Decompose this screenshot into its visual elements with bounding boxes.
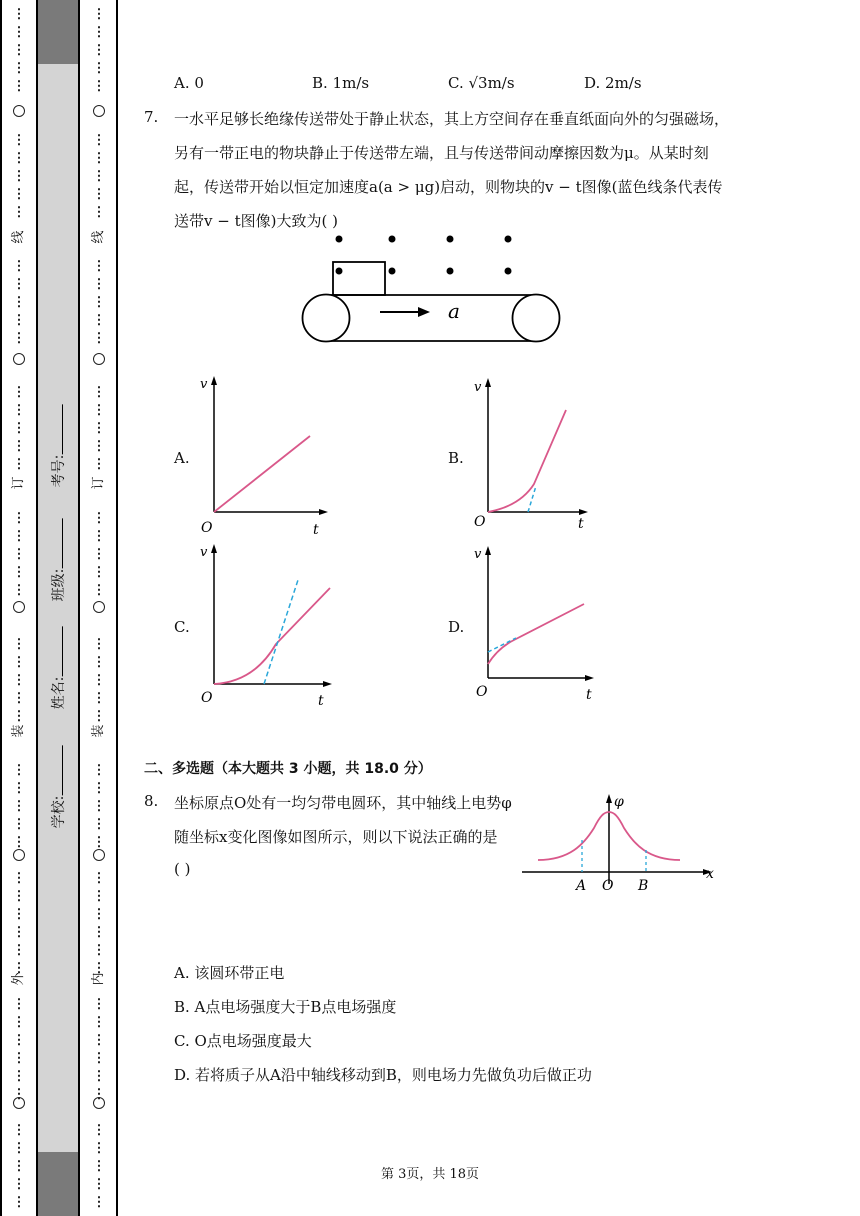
margin-dots: ⋮ (12, 961, 26, 976)
margin-dots: ⋮ (92, 187, 106, 202)
margin-dots: ⋮ (92, 151, 106, 166)
margin-dots: ⋮ (92, 1087, 106, 1102)
margin-dots: ⋮ (92, 799, 106, 814)
margin-dots: ⋮ (92, 169, 106, 184)
x-label: x (706, 866, 714, 882)
margin-circle-mark (4, 601, 34, 617)
q8-option-d: D. 若将质子从A沿中轴线移动到B，则电场力先做负功后做正功 (174, 1066, 592, 1084)
margin-dots: ⋮ (12, 637, 26, 652)
axis-t-label: t (578, 516, 584, 532)
margin-dots: ⋮ (12, 907, 26, 922)
margin-dots: ⋮ (12, 403, 26, 418)
point-a-label: A (576, 878, 587, 894)
belt-tangent (488, 638, 516, 652)
q8-option-c: C. O点电场强度最大 (174, 1032, 312, 1050)
q8-text-line1: 坐标原点O处有一均匀带电圆环，其中轴线上电势φ (174, 794, 512, 812)
margin-dots: ⋮ (12, 61, 26, 76)
origin-label: O (201, 690, 213, 706)
q6-option-d: D. 2m/s (584, 74, 642, 92)
field-dot (447, 268, 454, 275)
margin-circle-mark (4, 105, 34, 121)
margin-circle-mark (84, 601, 114, 617)
margin-label: 线 (91, 230, 106, 244)
magnetic-field-dots (336, 236, 512, 275)
vt-graph-c (196, 542, 346, 710)
margin-dots: ⋮ (12, 1141, 26, 1156)
margin-circle-mark (84, 105, 114, 121)
vt-graph-d (470, 544, 610, 706)
margin-dots: ⋮ (92, 547, 106, 562)
margin-label: 订 (91, 476, 106, 490)
margin-dots: ⋮ (92, 817, 106, 832)
margin-dots: ⋮ (92, 385, 106, 400)
margin-dots: ⋮ (12, 763, 26, 778)
margin-dots: ⋮ (92, 889, 106, 904)
q8-text-line3: ( ) (174, 860, 191, 878)
left-roller (303, 295, 350, 342)
page-footer: 第 3页，共 18页 (380, 1167, 480, 1182)
margin-dots: ⋮ (12, 1177, 26, 1192)
margin-dots: ⋮ (12, 313, 26, 328)
outer-margin-column (4, 0, 34, 1216)
margin-dots: ⋮ (92, 421, 106, 436)
block (333, 262, 385, 295)
margin-dots: ⋮ (12, 151, 26, 166)
graph-label-d: D. (448, 618, 465, 636)
margin-dots: ⋮ (92, 1141, 106, 1156)
potential-graph (520, 788, 726, 896)
origin-label: O (476, 684, 488, 700)
margin-dots: ⋮ (92, 565, 106, 580)
margin-dots: ⋮ (12, 277, 26, 292)
margin-dots: ⋮ (12, 205, 26, 220)
margin-label: 装 (91, 724, 106, 738)
margin-dots: ⋮ (92, 1195, 106, 1210)
margin-dots: ⋮ (12, 1195, 26, 1210)
q7-text-line3: 起，传送带开始以恒定加速度a(a > μg)启动，则物块的v − t图像(蓝色线条代表传 (174, 178, 723, 196)
field-dot (447, 236, 454, 243)
margin-dots: ⋮ (12, 511, 26, 526)
axis-t-label: t (586, 687, 592, 703)
margin-dots: ⋮ (12, 79, 26, 94)
margin-dots: ⋮ (12, 1033, 26, 1048)
q8-option-a: A. 该圆环带正电 (174, 964, 285, 982)
block-curve (214, 588, 330, 684)
margin-circle-mark (84, 849, 114, 865)
block-curve (488, 410, 566, 512)
margin-dots: ⋮ (92, 835, 106, 850)
graph-label-b: B. (448, 449, 464, 467)
margin-dots: ⋮ (92, 637, 106, 652)
q7-text-line4: 送带v − t图像)大致为( ) (174, 212, 338, 230)
field-dot (336, 236, 343, 243)
margin-dots: ⋮ (92, 205, 106, 220)
margin-label: 外 (11, 972, 26, 986)
axis-v-label: v (474, 547, 482, 562)
margin-dots: ⋮ (92, 313, 106, 328)
q8-number: 8. (144, 792, 159, 810)
margin-dots: ⋮ (12, 1015, 26, 1030)
margin-dots: ⋮ (12, 439, 26, 454)
margin-dots: ⋮ (12, 331, 26, 346)
margin-dots: ⋮ (12, 259, 26, 274)
q6-option-a: A. 0 (174, 74, 204, 92)
margin-dots: ⋮ (92, 511, 106, 526)
block-curve (488, 604, 584, 664)
margin-dots: ⋮ (12, 655, 26, 670)
margin-dots: ⋮ (12, 673, 26, 688)
margin-dots: ⋮ (12, 565, 26, 580)
margin-dots: ⋮ (12, 997, 26, 1012)
margin-dots: ⋮ (92, 43, 106, 58)
margin-circle-mark (84, 1097, 114, 1113)
graph-label-c: C. (174, 618, 190, 636)
margin-dots: ⋮ (12, 943, 26, 958)
margin-circle-mark (84, 353, 114, 369)
margin-dots: ⋮ (12, 1051, 26, 1066)
margin-dots: ⋮ (92, 655, 106, 670)
q8-option-b: B. A点电场强度大于B点电场强度 (174, 998, 397, 1016)
margin-dots: ⋮ (92, 961, 106, 976)
margin-dots: ⋮ (12, 1159, 26, 1174)
margin-dots: ⋮ (92, 583, 106, 598)
margin-dots: ⋮ (92, 1069, 106, 1084)
margin-dots: ⋮ (12, 133, 26, 148)
margin-dots: ⋮ (92, 1033, 106, 1048)
margin-dots: ⋮ (12, 295, 26, 310)
margin-dots: ⋮ (92, 529, 106, 544)
margin-dots: ⋮ (12, 385, 26, 400)
field-dot (505, 268, 512, 275)
margin-dots: ⋮ (92, 403, 106, 418)
axis-t-label: t (313, 522, 319, 538)
margin-circle-mark (4, 1097, 34, 1113)
margin-dots: ⋮ (12, 1087, 26, 1102)
margin-dots: ⋮ (12, 835, 26, 850)
q8-text-line2: 随坐标x变化图像如图所示，则以下说法正确的是 (174, 828, 498, 846)
margin-dots: ⋮ (12, 25, 26, 40)
q6-option-b: B. 1m/s (312, 74, 370, 92)
margin-dots: ⋮ (12, 691, 26, 706)
margin-dots: ⋮ (92, 439, 106, 454)
section-title: 二、多选题（本大题共 3 小题，共 18.0 分） (144, 761, 432, 777)
margin-dots: ⋮ (92, 871, 106, 886)
margin-dots: ⋮ (92, 259, 106, 274)
q6-option-c: C. √3m/s (448, 74, 515, 92)
margin-dots: ⋮ (92, 1159, 106, 1174)
school-field: 学校: (48, 746, 68, 829)
vt-graph-b (470, 376, 600, 542)
margin-dots: ⋮ (12, 7, 26, 22)
margin-label: 内 (91, 972, 106, 986)
margin-dots: ⋮ (12, 925, 26, 940)
belt-tangent (264, 580, 298, 684)
margin-dots: ⋮ (92, 7, 106, 22)
margin-dots: ⋮ (12, 43, 26, 58)
axis-t-label: t (318, 693, 324, 709)
conveyor-belt-figure (296, 228, 564, 346)
axis-v-label: v (200, 545, 208, 560)
arrow-head (418, 307, 430, 317)
q6-options (140, 74, 740, 94)
margin-dots: ⋮ (12, 889, 26, 904)
axis-v-label: v (474, 380, 482, 395)
origin-label: O (602, 878, 614, 894)
margin-dots: ⋮ (92, 277, 106, 292)
q7-text-line1: 一水平足够长绝缘传送带处于静止状态，其上方空间存在垂直纸面向外的匀强磁场， (174, 110, 730, 128)
margin-dots: ⋮ (12, 169, 26, 184)
exam-number-field: 考号: (48, 405, 68, 488)
margin-dots: ⋮ (12, 187, 26, 202)
margin-dots: ⋮ (92, 295, 106, 310)
margin-dots: ⋮ (12, 799, 26, 814)
margin-dots: ⋮ (92, 1051, 106, 1066)
margin-dots: ⋮ (12, 709, 26, 724)
margin-dots: ⋮ (92, 1177, 106, 1192)
margin-dots: ⋮ (92, 691, 106, 706)
margin-dots: ⋮ (92, 943, 106, 958)
margin-label: 线 (11, 230, 26, 244)
inner-margin-column (84, 0, 114, 1216)
margin-dots: ⋮ (92, 763, 106, 778)
margin-dots: ⋮ (92, 1123, 106, 1138)
margin-dots: ⋮ (12, 1123, 26, 1138)
point-b-label: B (638, 878, 649, 894)
margin-dots: ⋮ (12, 781, 26, 796)
margin-dots: ⋮ (92, 709, 106, 724)
margin-dots: ⋮ (92, 133, 106, 148)
field-dot (389, 268, 396, 275)
right-roller (513, 295, 560, 342)
margin-dots: ⋮ (92, 673, 106, 688)
margin-dots: ⋮ (12, 457, 26, 472)
margin-dots: ⋮ (92, 781, 106, 796)
margin-dots: ⋮ (12, 583, 26, 598)
acceleration-label: a (448, 299, 460, 323)
student-fields (38, 0, 78, 1216)
margin-dots: ⋮ (12, 421, 26, 436)
margin-dots: ⋮ (12, 547, 26, 562)
margin-dots: ⋮ (12, 871, 26, 886)
vt-graph-a (196, 374, 336, 542)
margin-dots: ⋮ (92, 79, 106, 94)
class-field: 班级: (48, 519, 68, 602)
margin-dots: ⋮ (92, 61, 106, 76)
margin-dots: ⋮ (12, 817, 26, 832)
margin-dots: ⋮ (92, 25, 106, 40)
origin-label: O (201, 520, 213, 536)
margin-dots: ⋮ (92, 925, 106, 940)
q7-number: 7. (144, 108, 159, 126)
margin-label: 装 (11, 724, 26, 738)
margin-dots: ⋮ (92, 907, 106, 922)
margin-circle-mark (4, 353, 34, 369)
margin-dots: ⋮ (92, 457, 106, 472)
margin-dots: ⋮ (12, 1069, 26, 1084)
q7-text-line2: 另有一带正电的物块静止于传送带左端，且与传送带间动摩擦因数为μ。从某时刻 (174, 144, 709, 162)
margin-dots: ⋮ (92, 1015, 106, 1030)
axis-v-label: v (200, 377, 208, 392)
margin-circle-mark (4, 849, 34, 865)
phi-label: φ (614, 794, 624, 810)
graph-label-a: A. (174, 449, 190, 467)
field-dot (389, 236, 396, 243)
field-dot (336, 268, 343, 275)
block-curve (214, 436, 310, 512)
field-dot (505, 236, 512, 243)
margin-dots: ⋮ (12, 529, 26, 544)
origin-label: O (474, 514, 486, 530)
margin-dots: ⋮ (92, 331, 106, 346)
margin-label: 订 (11, 476, 26, 490)
name-field: 姓名: (48, 627, 68, 710)
margin-dots: ⋮ (92, 997, 106, 1012)
